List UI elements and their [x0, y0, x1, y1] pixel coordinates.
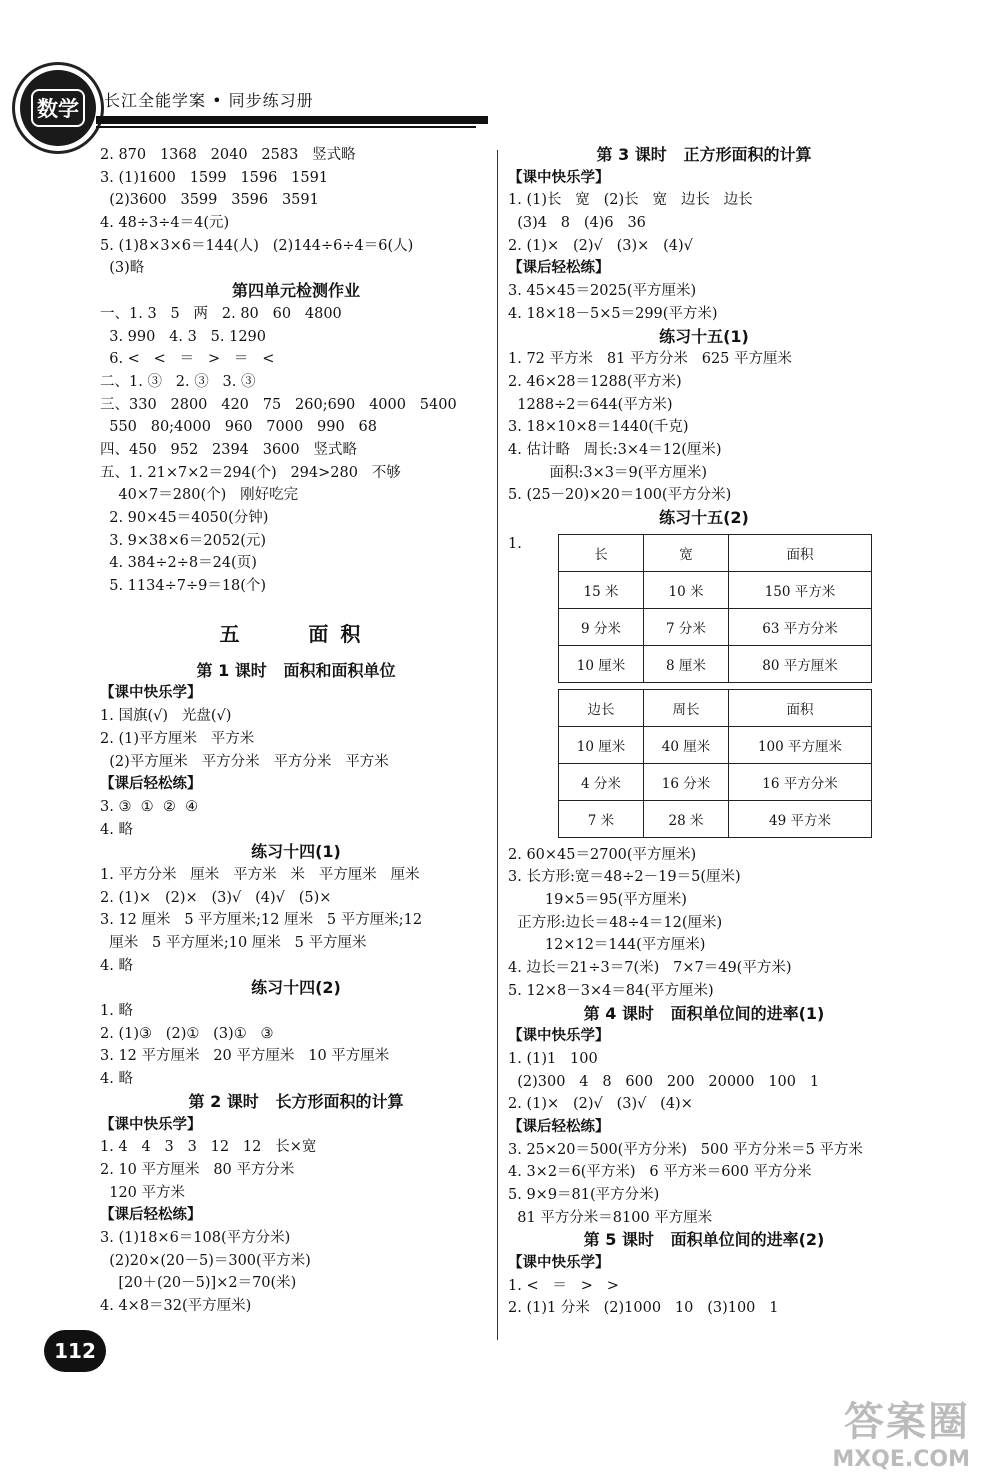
table-cell: 100 平方厘米: [729, 726, 872, 763]
answer-line: 1. (1)1 100: [508, 1050, 598, 1067]
table-header-cell: 边长: [559, 689, 644, 726]
answer-line: 4. 略: [100, 957, 133, 974]
answer-line: 3. 长方形:宽＝48÷2－19＝5(厘米): [508, 869, 741, 886]
answer-line: 19×5＝95(平方厘米): [508, 892, 687, 909]
table-cell: 9 分米: [559, 608, 644, 645]
answer-line: 2. (1)× (2)√ (3)× (4)√: [508, 237, 693, 254]
left-column: [100, 144, 492, 1318]
answer-line: 2. 60×45＝2700(平方厘米): [508, 846, 697, 863]
rectangle-table: [558, 534, 872, 683]
answer-line: 2. (1)③ (2)① (3)① ③: [100, 1025, 274, 1042]
answer-line: 550 80;4000 960 7000 990 68: [100, 419, 377, 436]
table-header-cell: 宽: [644, 534, 729, 571]
subject-badge-label: 数学: [31, 89, 85, 127]
unit-title: 五 面积: [219, 621, 373, 646]
sub-heading: 【课后轻松练】: [508, 1117, 610, 1135]
answer-line: (2)20×(20－5)＝300(平方米): [100, 1252, 311, 1269]
answer-line: 1. 4 4 3 3 12 12 长×宽: [100, 1139, 317, 1156]
answer-line: 2. 46×28＝1288(平方米): [508, 373, 682, 390]
answer-line: 3. 12 厘米 5 平方厘米;12 厘米 5 平方厘米;12: [100, 912, 423, 929]
answer-line: 4. 384÷2÷8＝24(页): [100, 555, 257, 572]
table-row: [559, 800, 872, 837]
answer-line: 2. (1)平方厘米 平方米: [100, 730, 255, 747]
table-cell: 10 厘米: [559, 726, 644, 763]
answer-line: 4. 3×2＝6(平方米) 6 平方米＝600 平方分米: [508, 1164, 812, 1181]
answer-line: [20＋(20－5)]×2＝70(米): [100, 1275, 297, 1292]
table-header-cell: 周长: [644, 689, 729, 726]
answer-line: 3. 25×20＝500(平方分米) 500 平方分米＝5 平方米: [508, 1141, 863, 1158]
table-cell: 150 平方米: [729, 571, 872, 608]
answer-line: (3)4 8 (4)6 36: [508, 215, 646, 232]
table-cell: 10 米: [644, 571, 729, 608]
answer-line: 4. 估计略 周长:3×4＝12(厘米): [508, 441, 722, 458]
answer-line: (3)略: [100, 260, 145, 277]
answer-line: 4. 略: [100, 1071, 133, 1088]
section-title: 练习十五(1): [659, 326, 749, 346]
answer-line: 5. (25－20)×20＝100(平方分米): [508, 487, 732, 504]
page-number: 112: [44, 1330, 106, 1372]
answer-table-2: [508, 689, 900, 838]
watermark: [832, 1390, 970, 1472]
answer-line: 3. 18×10×8＝1440(千克): [508, 419, 689, 436]
answer-line: 81 平方分米＝8100 平方厘米: [508, 1209, 713, 1226]
table-header-row: [559, 534, 872, 571]
answer-line: (2)平方厘米 平方分米 平方分米 平方米: [100, 753, 389, 770]
answer-line: 4. 边长＝21÷3＝7(米) 7×7＝49(平方米): [508, 960, 792, 977]
answer-line: 2. 870 1368 2040 2583 竖式略: [100, 147, 356, 163]
table-header-cell: 面积: [729, 534, 872, 571]
answer-line: 一、1. 3 5 两 2. 80 60 4800: [100, 305, 342, 322]
answer-line: 3. 12 平方厘米 20 平方厘米 10 平方厘米: [100, 1048, 390, 1065]
table-cell: 4 分米: [559, 763, 644, 800]
page-header: [0, 0, 1000, 150]
answer-line: 2. (1)1 分米 (2)1000 10 (3)100 1: [508, 1300, 779, 1317]
answer-line: 5. 1134÷7÷9＝18(个): [100, 578, 267, 595]
table-row: [559, 571, 872, 608]
answer-line: 2. 90×45＝4050(分钟): [100, 510, 269, 526]
answer-line: 4. 18×18－5×5＝299(平方米): [508, 305, 718, 322]
header-rule-thin: [96, 126, 476, 128]
header-rule: [96, 116, 488, 124]
answer-line: (2)300 4 8 600 200 20000 100 1: [508, 1073, 820, 1090]
answer-line: 5. 9×9＝81(平方分米): [508, 1187, 660, 1203]
answer-line: 3. 9×38×6＝2052(元): [100, 532, 267, 549]
answer-line: 四、450 952 2394 3600 竖式略: [100, 441, 357, 458]
answer-line: 1. 平方分米 厘米 平方米 米 平方厘米 厘米: [100, 866, 420, 883]
answer-line: 3. 990 4. 3 5. 1290: [100, 328, 267, 345]
table-cell: 15 米: [559, 571, 644, 608]
sub-heading: 【课中快乐学】: [508, 1254, 610, 1272]
sub-heading: 【课中快乐学】: [508, 168, 610, 186]
table-header-row: [559, 689, 872, 726]
section-title: 第 2 课时 长方形面积的计算: [188, 1091, 404, 1111]
watermark-url: MXQE.COM: [832, 1447, 970, 1472]
answer-line: (2)3600 3599 3596 3591: [100, 192, 319, 209]
answer-line: 1. (1)长 宽 (2)长 宽 边长 边长: [508, 192, 753, 209]
section-title: 第 4 课时 面积单位间的进率(1): [583, 1003, 825, 1023]
table-row: [559, 763, 872, 800]
answer-line: 正方形:边长＝48÷4＝12(厘米): [508, 914, 723, 931]
answer-line: 2. 10 平方厘米 80 平方分米: [100, 1161, 295, 1178]
square-table: [558, 689, 872, 838]
answer-line: 120 平方米: [100, 1184, 186, 1201]
answer-line: 三、330 2800 420 75 260;690 4000 5400: [100, 396, 457, 413]
answer-table-1: [508, 534, 900, 683]
table-number: 1.: [508, 535, 522, 552]
table-row: [559, 645, 872, 682]
table-cell: 49 平方米: [729, 800, 872, 837]
table-cell: 28 米: [644, 800, 729, 837]
answer-line: 3. (1)18×6＝108(平方分米): [100, 1229, 291, 1246]
table-cell: 80 平方厘米: [729, 645, 872, 682]
answer-line: 2. (1)× (2)× (3)√ (4)√ (5)×: [100, 889, 332, 906]
answer-line: 厘米 5 平方厘米;10 厘米 5 平方厘米: [100, 935, 367, 951]
table-cell: 16 平方分米: [729, 763, 872, 800]
answer-line: 4. 48÷3÷4＝4(元): [100, 215, 230, 232]
answer-line: 1. 略: [100, 1003, 133, 1020]
table-cell: 40 厘米: [644, 726, 729, 763]
table-cell: 8 厘米: [644, 645, 729, 682]
sub-heading: 【课中快乐学】: [508, 1027, 610, 1045]
table-row: [559, 726, 872, 763]
answer-line: 3. (1)1600 1599 1596 1591: [100, 169, 329, 186]
table-cell: 16 分米: [644, 763, 729, 800]
sub-heading: 【课后轻松练】: [100, 775, 202, 793]
answer-line: 1. 72 平方米 81 平方分米 625 平方厘米: [508, 351, 793, 368]
answer-line: 4. 4×8＝32(平方厘米): [100, 1298, 252, 1314]
section-title: 第四单元检测作业: [231, 281, 360, 301]
answer-line: 1. 国旗(√) 光盘(√): [100, 708, 232, 725]
answer-line: 二、1. ③ 2. ③ 3. ③: [100, 373, 256, 390]
sub-heading: 【课中快乐学】: [100, 1115, 202, 1133]
answer-line: 2. (1)× (2)√ (3)√ (4)×: [508, 1096, 693, 1113]
answer-line: 五、1. 21×7×2＝294(个) 294>280 不够: [100, 464, 401, 481]
table-header-cell: 面积: [729, 689, 872, 726]
table-cell: 63 平方分米: [729, 608, 872, 645]
section-title: 第 5 课时 面积单位间的进率(2): [583, 1230, 825, 1250]
answer-line: 3. ③ ① ② ④: [100, 798, 199, 815]
answer-line: 4. 略: [100, 821, 133, 838]
section-title: 练习十四(2): [251, 978, 341, 998]
series-title: 长江全能学案 • 同步练习册: [104, 91, 314, 110]
answer-line: 5. 12×8－3×4＝84(平方厘米): [508, 982, 714, 999]
column-divider: [497, 150, 498, 1340]
answer-line: 40×7＝280(个) 刚好吃完: [100, 487, 299, 504]
answer-line: 1288÷2＝644(平方米): [508, 396, 673, 413]
subject-badge: [20, 70, 96, 146]
section-title: 第 1 课时 面积和面积单位: [196, 660, 396, 680]
table-header-cell: 长: [559, 534, 644, 571]
answer-line: 3. 45×45＝2025(平方厘米): [508, 283, 697, 300]
right-column: [508, 144, 900, 1320]
watermark-name: 答案圈: [844, 1399, 970, 1445]
section-title: 第 3 课时 正方形面积的计算: [596, 145, 812, 164]
table-row: [559, 608, 872, 645]
section-title: 练习十五(2): [659, 508, 749, 527]
table-cell: 10 厘米: [559, 645, 644, 682]
section-title: 练习十四(1): [251, 842, 341, 862]
sub-heading: 【课后轻松练】: [100, 1206, 202, 1224]
answer-line: 6. < < ＝ > ＝ <: [100, 351, 275, 368]
answer-line: 5. (1)8×3×6＝144(人) (2)144÷6÷4＝6(人): [100, 237, 414, 254]
table-cell: 7 分米: [644, 608, 729, 645]
sub-heading: 【课后轻松练】: [508, 259, 610, 277]
sub-heading: 【课中快乐学】: [100, 684, 202, 702]
table-cell: 7 米: [559, 800, 644, 837]
right-column-top: [508, 144, 900, 530]
answer-line: 1. < ＝ > >: [508, 1277, 619, 1294]
answer-line: 12×12＝144(平方厘米): [508, 937, 706, 954]
right-column-bottom: [508, 844, 900, 1320]
answer-line: 面积:3×3＝9(平方厘米): [508, 464, 708, 481]
